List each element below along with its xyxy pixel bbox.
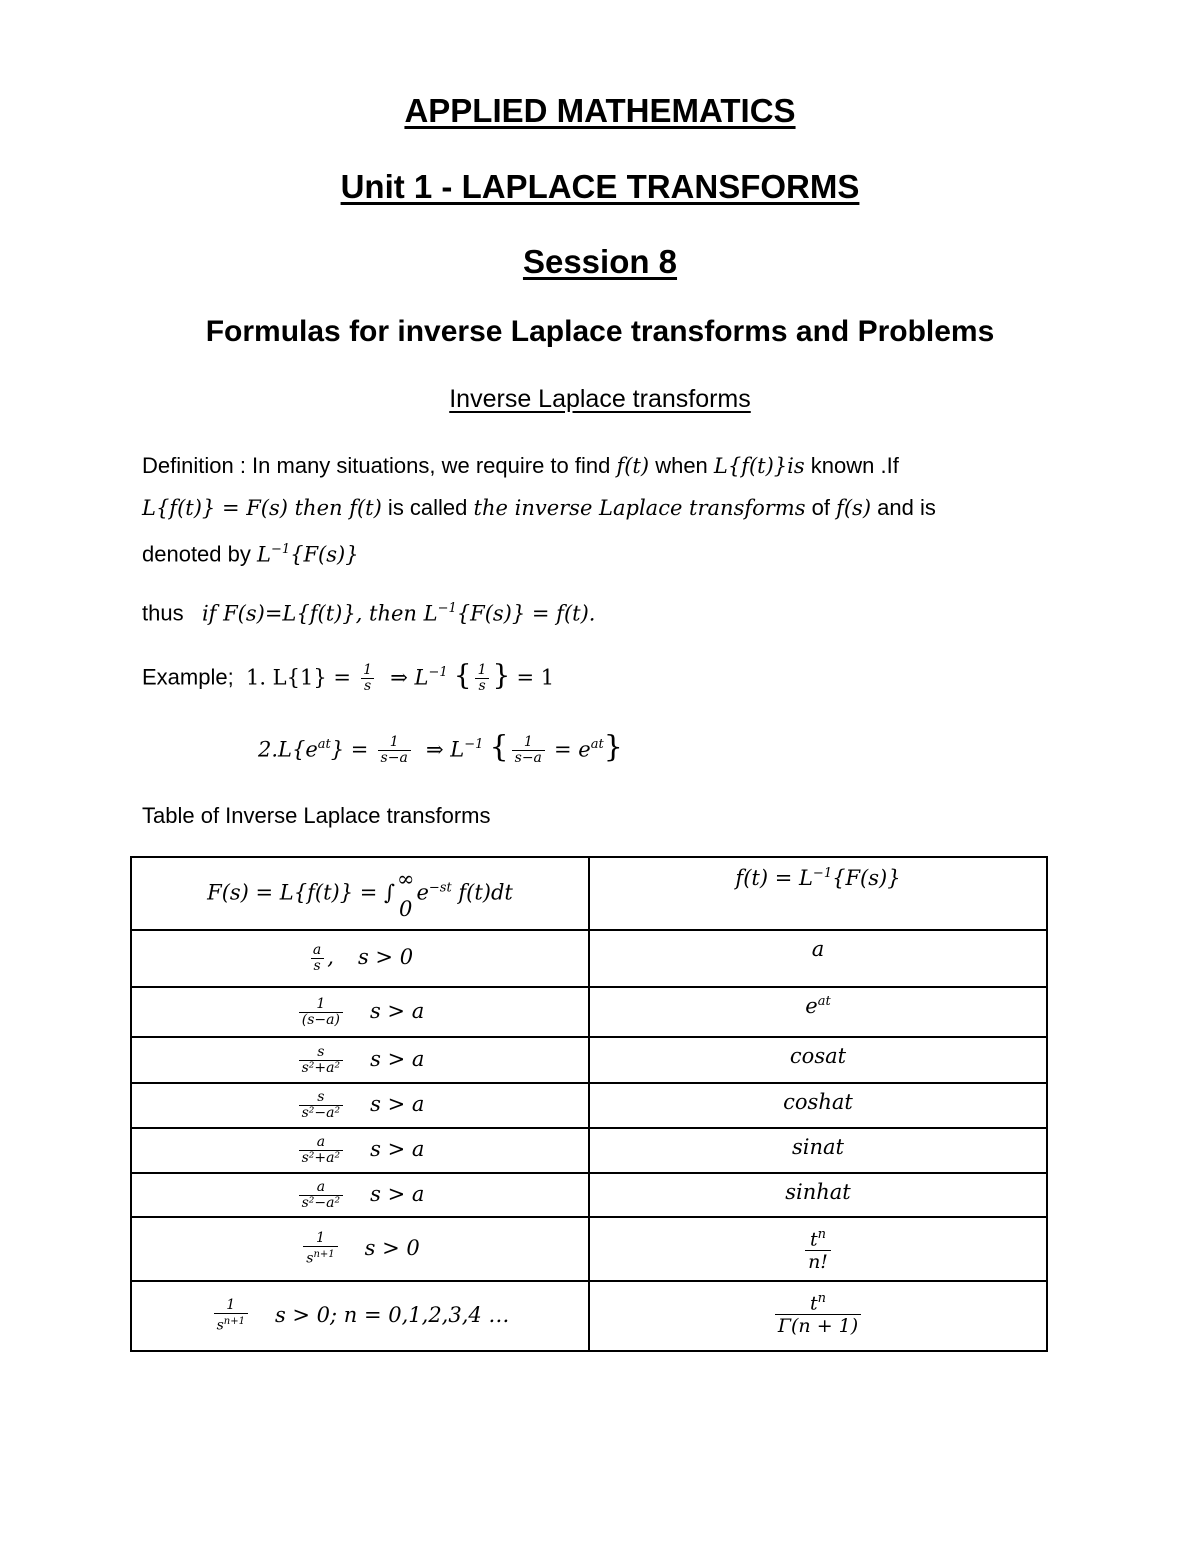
fraction-denominator: [311, 958, 324, 974]
math-superscript: −1: [437, 601, 457, 616]
fraction-numerator: 1: [389, 734, 399, 751]
thus-label: thus: [142, 600, 184, 626]
transform-cell: [131, 1083, 589, 1128]
fraction-denominator: [303, 1246, 337, 1267]
table-caption: Table of Inverse Laplace transforms: [142, 803, 491, 828]
fraction-denominator-text: s²+a²: [301, 1059, 341, 1076]
fraction-numerator: 1: [477, 662, 487, 679]
math-expr: 1. L{1} =: [245, 665, 351, 690]
condition: s > 0: [357, 945, 414, 969]
fraction-denominator: [299, 1195, 344, 1211]
definition-text: and is: [871, 495, 936, 520]
fraction: [360, 663, 375, 694]
fraction-denominator-text: s: [306, 1250, 314, 1267]
fraction-numerator: a: [312, 942, 322, 958]
fraction: [299, 997, 343, 1028]
separator: ,: [327, 945, 334, 969]
math-expr: 2.L{e: [258, 737, 318, 762]
math-expr: f(s): [836, 496, 872, 520]
math-expr: f(t) = L: [735, 866, 813, 890]
fraction-numerator: 1: [226, 1297, 236, 1314]
table-row: [131, 1128, 1047, 1173]
example-label: Example;: [142, 664, 234, 690]
table-row: [131, 1281, 1047, 1351]
fraction-denominator: [299, 1060, 344, 1076]
condition: s > 0: [364, 1235, 420, 1260]
session-title: Session 8: [522, 243, 678, 280]
definition-text: of: [805, 495, 837, 520]
math-expr: L: [256, 542, 271, 567]
result-cell: [589, 1083, 1047, 1128]
course-title: APPLIED MATHEMATICS: [404, 92, 796, 129]
fraction: [310, 943, 324, 974]
math-expr: L{f(t)}is: [713, 454, 805, 478]
inverse-laplace-table: [130, 856, 1048, 1352]
fraction-numerator: [807, 1288, 829, 1314]
fraction-denominator-text: s²−a²: [301, 1105, 341, 1121]
section-title: Formulas for inverse Laplace transforms and Problems: [205, 315, 995, 348]
definition-text: is called: [381, 495, 474, 520]
math-superscript: n: [817, 1227, 826, 1242]
subsection-title: Inverse Laplace transforms: [449, 385, 751, 413]
math-superscript: −1: [270, 542, 291, 557]
math-expr: {F(s)}: [290, 542, 359, 567]
fraction-denominator: s: [475, 678, 488, 694]
math-expr: the inverse Laplace transforms: [473, 496, 806, 520]
result-cell: [589, 1217, 1047, 1281]
fraction-denominator: n!: [805, 1250, 831, 1273]
fraction: [475, 663, 490, 694]
math-superscript: at: [590, 737, 604, 752]
transform-cell: [131, 930, 589, 987]
result-expr: e: [805, 994, 818, 1018]
fraction: [214, 1298, 248, 1334]
fraction-numerator: 1: [523, 734, 533, 751]
result-expr: sinhat: [785, 1180, 851, 1204]
fraction-denominator: s−a: [378, 750, 411, 766]
definition-text: denoted by: [142, 541, 257, 567]
fraction: [299, 1135, 344, 1166]
fraction-denominator: [299, 1150, 344, 1166]
fraction-denominator: [299, 1105, 344, 1121]
table-row: [131, 1083, 1047, 1128]
fraction-numerator: 1: [316, 995, 326, 1012]
fraction-denominator: Γ(n + 1): [775, 1314, 861, 1337]
math-superscript: at: [317, 737, 331, 752]
math-expr: L{f(t)} = F(s) then f(t): [142, 496, 382, 520]
fraction-numerator: a: [316, 1178, 326, 1195]
math-expr: = 1: [516, 665, 555, 690]
example-1: Example; 1. L{1} = $\frac{1}{s}$ ⇒ $L^{-1}$ { $\frac{1}{s}$ } = 1: [142, 658, 555, 695]
fraction-numerator: [807, 1224, 829, 1250]
transform-cell: [131, 1128, 589, 1173]
condition: s > a: [370, 1137, 425, 1161]
fraction-numerator: s: [317, 1089, 325, 1105]
math-superscript: −st: [428, 880, 452, 895]
integral-upper-limit: ∞: [396, 866, 415, 891]
fraction-denominator: s: [361, 678, 374, 694]
table-row: [131, 930, 1047, 987]
definition-text: Definition : In many situations, we require to find: [142, 453, 617, 478]
math-expr: } =: [330, 737, 369, 762]
result-cell: [589, 1128, 1047, 1173]
header-cell-transform: [131, 857, 589, 930]
fraction-denominator-text: s: [216, 1317, 224, 1334]
result-expr: a: [811, 937, 825, 961]
table-row: [131, 987, 1047, 1037]
unit-title: Unit 1 - LAPLACE TRANSFORMS: [340, 168, 860, 205]
result-fraction: [805, 1224, 831, 1273]
fraction-denominator: [214, 1313, 248, 1334]
fraction-numerator: 1: [363, 662, 373, 679]
math-expr: = e: [554, 737, 591, 762]
fraction-numerator: s: [317, 1043, 325, 1060]
transform-cell: [131, 1037, 589, 1083]
fraction: [512, 735, 545, 766]
fraction: [378, 735, 411, 766]
thus-line: [142, 588, 1062, 634]
table-header-row: [131, 857, 1047, 930]
table-row: [131, 1173, 1047, 1217]
condition: s > a: [370, 1181, 425, 1206]
transform-cell: [131, 987, 589, 1037]
definition-line-1: [142, 445, 1062, 487]
math-expr: ⇒ L: [426, 737, 465, 762]
result-cell: [589, 1173, 1047, 1217]
definition-paragraph: [142, 445, 1062, 575]
math-expr: {F(s)}: [832, 866, 901, 890]
result-cell: [589, 1281, 1047, 1351]
math-superscript: at: [817, 994, 831, 1009]
definition-text: when: [649, 453, 714, 478]
example-2: $2.L\{e^{at}\}$ = $\frac{1}{s-a}$ ⇒ $L^{-1}$ { $\frac{1}{s-a}$ = $e^{at}$}: [258, 729, 623, 767]
math-expr: ⇒ L: [390, 665, 429, 690]
math-superscript: −1: [428, 665, 448, 680]
math-superscript: n+1: [223, 1316, 245, 1328]
math-superscript: n+1: [313, 1249, 335, 1261]
condition: s > a: [369, 998, 425, 1023]
fraction-denominator: [299, 1012, 343, 1028]
result-cell: [589, 987, 1047, 1037]
fraction-denominator-text: s: [313, 958, 321, 974]
fraction: [303, 1231, 337, 1267]
math-expr: f(t)dt: [458, 880, 513, 904]
fraction: [299, 1180, 344, 1211]
integral-lower-limit: 0: [399, 896, 413, 921]
fraction-denominator-text: s²−a²: [301, 1194, 341, 1211]
result-expr: cosat: [789, 1044, 847, 1068]
math-expr: t: [809, 1228, 818, 1251]
definition-line-2: [142, 487, 1062, 529]
table-row: [131, 1037, 1047, 1083]
transform-cell: [131, 1281, 589, 1351]
math-superscript: −1: [812, 866, 833, 881]
condition: s > a: [370, 1092, 425, 1116]
math-expr: t: [809, 1292, 818, 1315]
definition-line-3: [142, 529, 1062, 575]
math-expr: F(s) = L{f(t)} = ∫: [207, 880, 395, 904]
fraction: [299, 1045, 344, 1076]
result-expr: sinat: [792, 1135, 844, 1159]
result-fraction: [775, 1288, 861, 1337]
fraction: [299, 1090, 344, 1121]
condition: s > a: [370, 1046, 425, 1071]
math-expr: f(t): [616, 454, 650, 478]
transform-cell: [131, 1217, 589, 1281]
definition-text: known .If: [804, 453, 899, 478]
header-cell-inverse: [589, 857, 1047, 930]
fraction-numerator: a: [316, 1134, 326, 1150]
table-row: [131, 1217, 1047, 1281]
math-superscript: n: [817, 1291, 826, 1306]
transform-cell: [131, 1173, 589, 1217]
fraction-denominator-text: (s−a): [301, 1011, 340, 1028]
result-cell: [589, 1037, 1047, 1083]
result-expr: coshat: [783, 1090, 853, 1114]
fraction-denominator-text: s²+a²: [301, 1150, 341, 1166]
math-expr: e: [416, 880, 429, 904]
math-superscript: −1: [464, 737, 484, 752]
fraction-denominator: s−a: [512, 750, 545, 766]
condition: s > 0; n = 0,1,2,3,4 …: [274, 1302, 510, 1327]
fraction-numerator: 1: [315, 1230, 325, 1247]
math-expr: if F(s)=L{f(t)}, then L: [201, 601, 438, 626]
math-expr: {F(s)} = f(t).: [456, 601, 596, 626]
result-cell: [589, 930, 1047, 987]
